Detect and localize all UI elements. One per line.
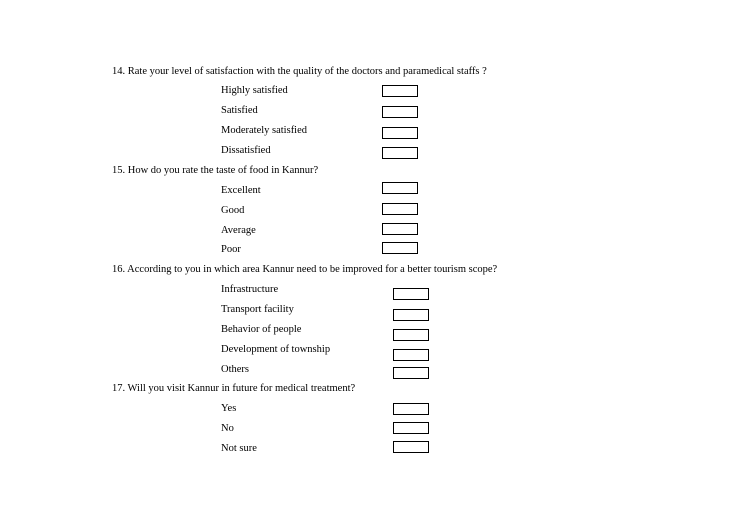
q14-option-moderately-satisfied: Moderately satisfied: [221, 125, 308, 136]
q14-checkbox-satisfied[interactable]: [382, 106, 418, 118]
question-15-text: 15. How do you rate the taste of food in Kannur?: [112, 165, 319, 176]
q17-checkbox-yes[interactable]: [393, 403, 429, 415]
q17-checkbox-no[interactable]: [393, 422, 429, 434]
q15-checkbox-excellent[interactable]: [382, 182, 418, 194]
q15-checkbox-poor[interactable]: [382, 242, 418, 254]
q16-checkbox-others[interactable]: [393, 367, 429, 379]
q17-checkbox-not-sure[interactable]: [393, 441, 429, 453]
q15-option-average: Average: [221, 225, 256, 236]
question-17-text: 17. Will you visit Kannur in future for medical treatment?: [112, 383, 356, 394]
q16-checkbox-transport-facility[interactable]: [393, 309, 429, 321]
q14-option-satisfied: Satisfied: [221, 105, 258, 116]
q16-option-infrastructure: Infrastructure: [221, 284, 279, 295]
q14-option-dissatisfied: Dissatisfied: [221, 145, 271, 156]
q14-option-highly-satisfied: Highly satisfied: [221, 85, 288, 96]
q14-checkbox-dissatisfied[interactable]: [382, 147, 418, 159]
q16-option-development-of-township: Development of township: [221, 344, 331, 355]
q17-option-yes: Yes: [221, 403, 237, 414]
q16-checkbox-development-of-township[interactable]: [393, 349, 429, 361]
q17-option-not-sure: Not sure: [221, 443, 257, 454]
q15-checkbox-good[interactable]: [382, 203, 418, 215]
q16-option-behavior-of-people: Behavior of people: [221, 324, 302, 335]
q16-checkbox-behavior-of-people[interactable]: [393, 329, 429, 341]
q16-option-transport-facility: Transport facility: [221, 304, 294, 315]
q14-checkbox-highly-satisfied[interactable]: [382, 85, 418, 97]
question-14-text: 14. Rate your level of satisfaction with the quality of the doctors and paramedical staffs ?: [112, 66, 487, 77]
q15-option-poor: Poor: [221, 244, 241, 255]
q16-checkbox-infrastructure[interactable]: [393, 288, 429, 300]
q15-option-excellent: Excellent: [221, 185, 261, 196]
q17-option-no: No: [221, 423, 234, 434]
q15-option-good: Good: [221, 205, 245, 216]
q16-option-others: Others: [221, 364, 249, 375]
q14-checkbox-moderately-satisfied[interactable]: [382, 127, 418, 139]
question-16-text: 16. According to you in which area Kannur need to be improved for a better tourism scope?: [112, 264, 498, 275]
q15-checkbox-average[interactable]: [382, 223, 418, 235]
